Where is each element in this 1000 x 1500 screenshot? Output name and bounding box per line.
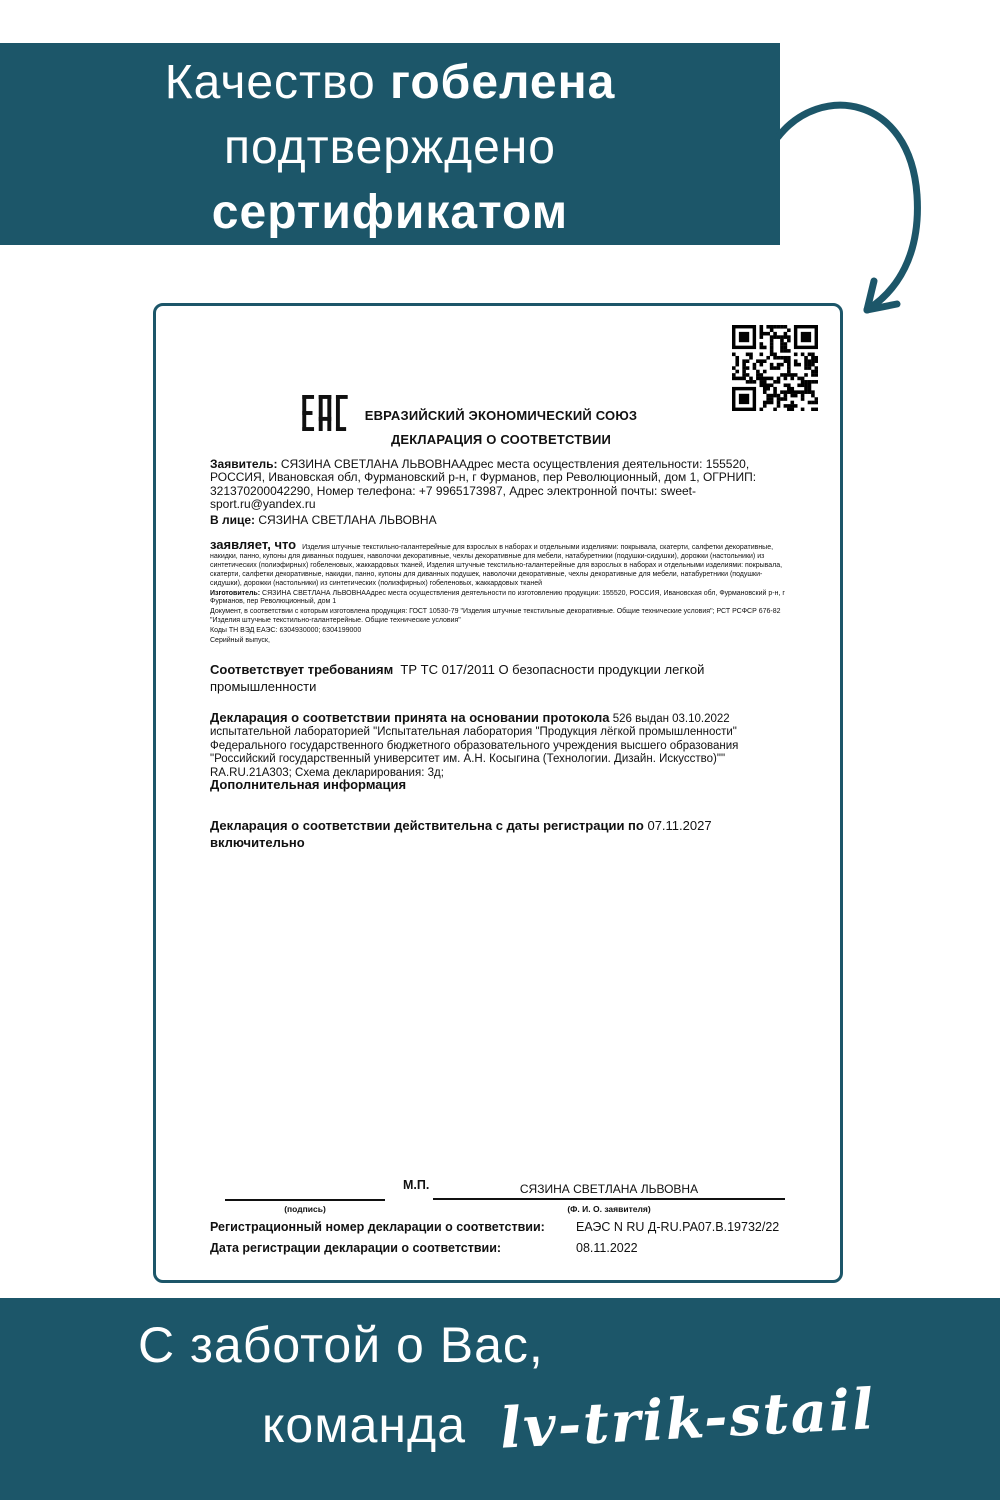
validity-section (210, 818, 794, 851)
manufacturer-paragraph (210, 590, 794, 608)
top-banner-line2: подтверждено (224, 121, 556, 174)
registration-number-row (210, 1220, 810, 1234)
complies-section (210, 662, 794, 695)
additional-info-label: Дополнительная информация (210, 777, 407, 792)
stamp-place-label: М.П. (403, 1178, 430, 1192)
bottom-banner (0, 1298, 1000, 1500)
name-caption: (Ф. И. О. заявителя) (567, 1204, 651, 1214)
declaration-title: ДЕКЛАРАЦИЯ О СООТВЕТСТВИИ (390, 432, 612, 447)
registration-number-label: Регистрационный номер декларации о соответствии: (210, 1220, 545, 1234)
manufacturer-text: СЯЗИНА СВЕТЛАНА ЛЬВОВНААдрес места осуществления деятельности по изготовлению продукции: 155520, РОССИЯ, Ивановская обл, Фурмановский р-н, г Фурманов, пер Революционный, дом 1 (210, 589, 785, 606)
bottom-banner-line1: С заботой о Вас, (138, 1317, 544, 1373)
registration-number-value: ЕАЭС N RU Д-RU.РА07.В.19732/22 (576, 1220, 780, 1234)
applicant-text: СЯЗИНА СВЕТЛАНА ЛЬВОВНААдрес места осуществления деятельности: 155520, РОССИЯ, Ивановская обл, Фурмановский р-н, г Фурманов, пер Революционный, дом 1, ОГРНИП: 321370200042290, Номер телефона: +7 9965173987, Адрес электронной почты: sweet-sport.ru@yandex.ru (210, 457, 757, 512)
applicant-section (210, 458, 794, 527)
fine-print-section (210, 537, 794, 647)
signature-line (225, 1199, 385, 1201)
complies-label: Соответствует требованиям (210, 662, 394, 677)
in-person-label: В лице: (210, 512, 256, 527)
basis-text: 526 выдан 03.10.2022 испытательной лабораторией "Испытательная лаборатория "Продукция лёгкой промышленности" Федерального государственного бюджетного образовательного учреждения высшего образования "Российский государственный университет им. А.Н. Косыгина (Технологии. Дизайн. Искусство)"" RA.RU.21A303; Схема декларирования: 3д; (210, 713, 739, 779)
top-banner (0, 43, 780, 245)
bottom-banner-line2 (262, 1376, 877, 1462)
declares-paragraph (210, 537, 794, 589)
declares-label: заявляет, что (210, 537, 297, 552)
in-person-paragraph (210, 514, 794, 527)
registration-date-label: Дата регистрации декларации о соответствии: (210, 1241, 502, 1255)
top-banner-line3: сертификатом (211, 186, 569, 239)
applicant-label: Заявитель: (210, 457, 278, 471)
brand-signature: lv-trik-stail (498, 1376, 877, 1462)
curved-arrow-icon (770, 95, 935, 325)
certificate-card (153, 303, 843, 1283)
declares-text: Изделия штучные текстильно-галантерейные для взрослых в наборах и отдельными изделиями: покрывала, скатерти, салфетки декоративные, накидки, панно, купоны для диванных подушек, наволочки декоративные, чехлы декоративные для мебели, натабуретники (подушки-сидушки), дорожки (настольники) из синтетических (полиэфирных) гобеленовых, жаккардовых тканей, Изделия штучные текстильно-галантерейные для взрослых в наборах и отдельными изделиями: покрывала, скатерти, салфетки декоративные, накидки, панно, купоны для диванных подушек, наволочки декоративные, чехлы декоративные для мебели, натабуретники (подушки-сидушки), дорожки (настольники) из синтетических (полиэфирных) гобеленовых, жаккардовых тканей (210, 544, 783, 587)
validity-date: 07.11.2027 (647, 818, 712, 833)
complies-text: ТР ТС 017/2011 О безопасности продукции легкой промышленности (210, 662, 705, 694)
qr-code (732, 325, 818, 411)
tnved-line: Коды ТН ВЭД ЕАЭС: 6304930000; 6304199000 (210, 627, 362, 635)
registration-date-value: 08.11.2022 (576, 1241, 638, 1255)
in-person-text: СЯЗИНА СВЕТЛАНА ЛЬВОВНА (258, 512, 437, 527)
serial-line: Серийный выпуск, (210, 637, 270, 645)
signature-caption: (подпись) (284, 1204, 326, 1214)
registration-date-row (210, 1241, 810, 1255)
top-banner-line1 (0, 50, 780, 115)
validity-suffix: включительно (210, 834, 305, 850)
manufacturer-label: Изготовитель: (210, 589, 261, 597)
bottom-banner-team-word: команда (262, 1397, 467, 1453)
qr-code-image (732, 325, 818, 411)
basis-section (210, 711, 794, 780)
top-banner-line1-bold: гобелена (390, 56, 616, 109)
union-title: ЕВРАЗИЙСКИЙ ЭКОНОМИЧЕСКИЙ СОЮЗ (364, 408, 638, 423)
signature-block (156, 1178, 840, 1278)
applicant-signature-name: СЯЗИНА СВЕТЛАНА ЛЬВОВНА (433, 1182, 785, 1200)
validity-label: Декларация о соответствии действительна с даты регистрации по (210, 818, 644, 833)
top-banner-line1-regular: Качество (164, 56, 390, 109)
applicant-paragraph (210, 458, 794, 512)
document-line: Документ, в соответствии с которым изготовлена продукция: ГОСТ 10530-79 "Изделия штучные текстильные декоративные. Общие технические условия"; РСТ РСФСР 676-82 "Изделия штучные текстильно-галантерейные. Общие технические условия" (210, 608, 781, 625)
basis-label: Декларация о соответствии принята на основании протокола (210, 710, 610, 725)
